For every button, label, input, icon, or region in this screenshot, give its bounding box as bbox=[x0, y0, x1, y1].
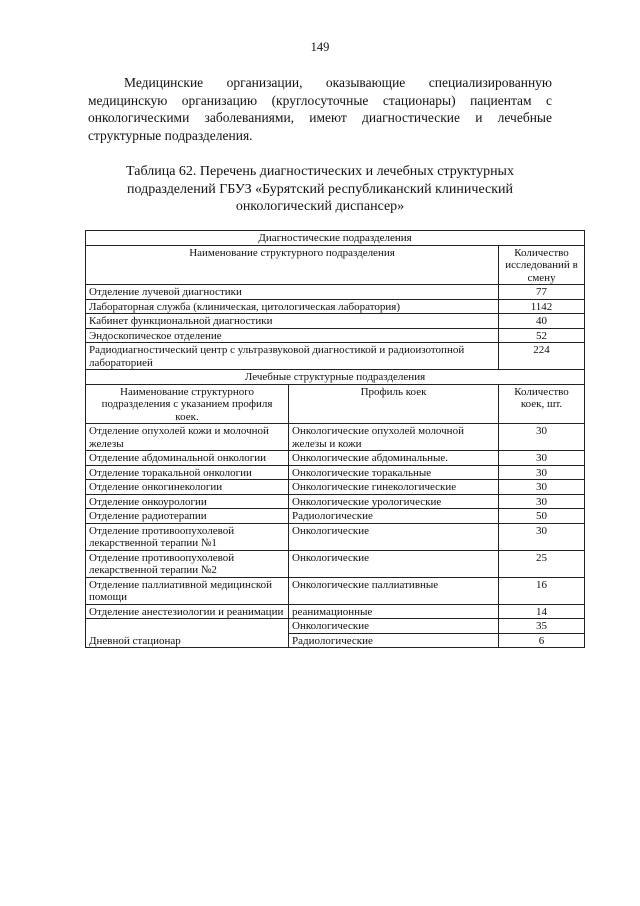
page-number: 149 bbox=[310, 40, 330, 54]
diagnostic-dept-name: Эндоскопическое отделение bbox=[86, 328, 499, 343]
diagnostic-col-count-header: Количество исследований в смену bbox=[499, 245, 585, 285]
table-row bbox=[86, 343, 585, 370]
treatment-bed-count: 30 bbox=[499, 523, 585, 550]
treatment-bed-profile: Онкологические торакальные bbox=[289, 465, 499, 480]
table-row bbox=[86, 424, 585, 451]
treatment-dept-name: Отделение противоопухолевой лекарственной терапии №2 bbox=[86, 550, 289, 577]
diagnostic-dept-count: 40 bbox=[499, 314, 585, 329]
treatment-dept-name: Отделение опухолей кожи и молочной железы bbox=[86, 424, 289, 451]
diagnostic-dept-name: Лабораторная служба (клиническая, цитологическая лаборатория) bbox=[86, 299, 499, 314]
diagnostic-dept-count: 224 bbox=[499, 343, 585, 370]
treatment-dept-name: Отделение онкогинекологии bbox=[86, 480, 289, 495]
diagnostic-dept-count: 1142 bbox=[499, 299, 585, 314]
treatment-dept-name: Отделение абдоминальной онкологии bbox=[86, 451, 289, 466]
diagnostic-dept-name: Радиодиагностический центр с ультразвуковой диагностикой и радиоизотопной лабораторией bbox=[86, 343, 499, 370]
treatment-bed-count: 30 bbox=[499, 465, 585, 480]
day-hospital-name: Дневной стационар bbox=[86, 619, 289, 648]
table-row bbox=[86, 604, 585, 619]
intro-paragraph: Медицинские организации, оказывающие специализированную медицинскую организацию (круглосуточные стационары) пациентам с онкологическими заболеваниями, имеют диагностические и лечебные структурные подразделения. bbox=[88, 75, 552, 143]
departments-table-wrapper bbox=[85, 230, 584, 648]
treatment-dept-name: Отделение противоопухолевой лекарственной терапии №1 bbox=[86, 523, 289, 550]
treatment-bed-count: 14 bbox=[499, 604, 585, 619]
diagnostic-dept-count: 77 bbox=[499, 285, 585, 300]
table-row bbox=[86, 494, 585, 509]
table-row bbox=[86, 285, 585, 300]
treatment-bed-profile: Радиологические bbox=[289, 633, 499, 648]
treatment-bed-count: 30 bbox=[499, 451, 585, 466]
table-row bbox=[86, 465, 585, 480]
table-caption-line: подразделений ГБУЗ «Бурятский республиканский клинический bbox=[126, 181, 514, 197]
diagnostic-dept-name: Кабинет функциональной диагностики bbox=[86, 314, 499, 329]
treatment-dept-name: Отделение паллиативной медицинской помощи bbox=[86, 577, 289, 604]
table-row bbox=[86, 299, 585, 314]
diagnostic-col-name-header: Наименование структурного подразделения bbox=[86, 245, 499, 285]
treatment-bed-profile: Радиологические bbox=[289, 509, 499, 524]
treatment-bed-count: 35 bbox=[499, 619, 585, 634]
treatment-bed-profile: Онкологические гинекологические bbox=[289, 480, 499, 495]
table-row bbox=[86, 314, 585, 329]
treatment-bed-count: 30 bbox=[499, 494, 585, 509]
treatment-dept-name: Отделение торакальной онкологии bbox=[86, 465, 289, 480]
treatment-bed-count: 6 bbox=[499, 633, 585, 648]
table-row bbox=[86, 550, 585, 577]
treatment-bed-profile: Онкологические bbox=[289, 523, 499, 550]
treatment-bed-count: 16 bbox=[499, 577, 585, 604]
treatment-bed-profile: реанимационные bbox=[289, 604, 499, 619]
treatment-bed-profile: Онкологические опухолей молочной железы и кожи bbox=[289, 424, 499, 451]
treatment-col-profile-header: Профиль коек bbox=[289, 384, 499, 424]
treatment-bed-profile: Онкологические bbox=[289, 619, 499, 634]
table-row bbox=[86, 328, 585, 343]
treatment-bed-profile: Онкологические урологические bbox=[289, 494, 499, 509]
treatment-dept-name: Отделение радиотерапии bbox=[86, 509, 289, 524]
table-row bbox=[86, 509, 585, 524]
treatment-col-name-header: Наименование структурного подразделения с указанием профиля коек. bbox=[86, 384, 289, 424]
table-caption bbox=[100, 163, 540, 216]
diagnostic-dept-name: Отделение лучевой диагностики bbox=[86, 285, 499, 300]
treatment-bed-profile: Онкологические bbox=[289, 550, 499, 577]
treatment-bed-profile: Онкологические абдоминальные. bbox=[289, 451, 499, 466]
treatment-section-title: Лечебные структурные подразделения bbox=[86, 370, 585, 385]
treatment-bed-profile: Онкологические паллиативные bbox=[289, 577, 499, 604]
treatment-bed-count: 50 bbox=[499, 509, 585, 524]
treatment-bed-count: 30 bbox=[499, 424, 585, 451]
treatment-col-count-header: Количество коек, шт. bbox=[499, 384, 585, 424]
treatment-dept-name: Отделение анестезиологии и реанимации bbox=[86, 604, 289, 619]
treatment-bed-count: 25 bbox=[499, 550, 585, 577]
treatment-dept-name: Отделение онкоурологии bbox=[86, 494, 289, 509]
table-caption-line: Таблица 62. Перечень диагностических и лечебных структурных bbox=[126, 164, 514, 179]
diagnostic-section-title: Диагностические подразделения bbox=[86, 231, 585, 246]
table-caption-line: онкологический диспансер» bbox=[235, 199, 405, 214]
diagnostic-dept-count: 52 bbox=[499, 328, 585, 343]
table-row bbox=[86, 480, 585, 495]
table-row bbox=[86, 523, 585, 550]
table-row bbox=[86, 619, 585, 634]
departments-table bbox=[85, 230, 585, 648]
table-row bbox=[86, 577, 585, 604]
table-row bbox=[86, 451, 585, 466]
treatment-bed-count: 30 bbox=[499, 480, 585, 495]
